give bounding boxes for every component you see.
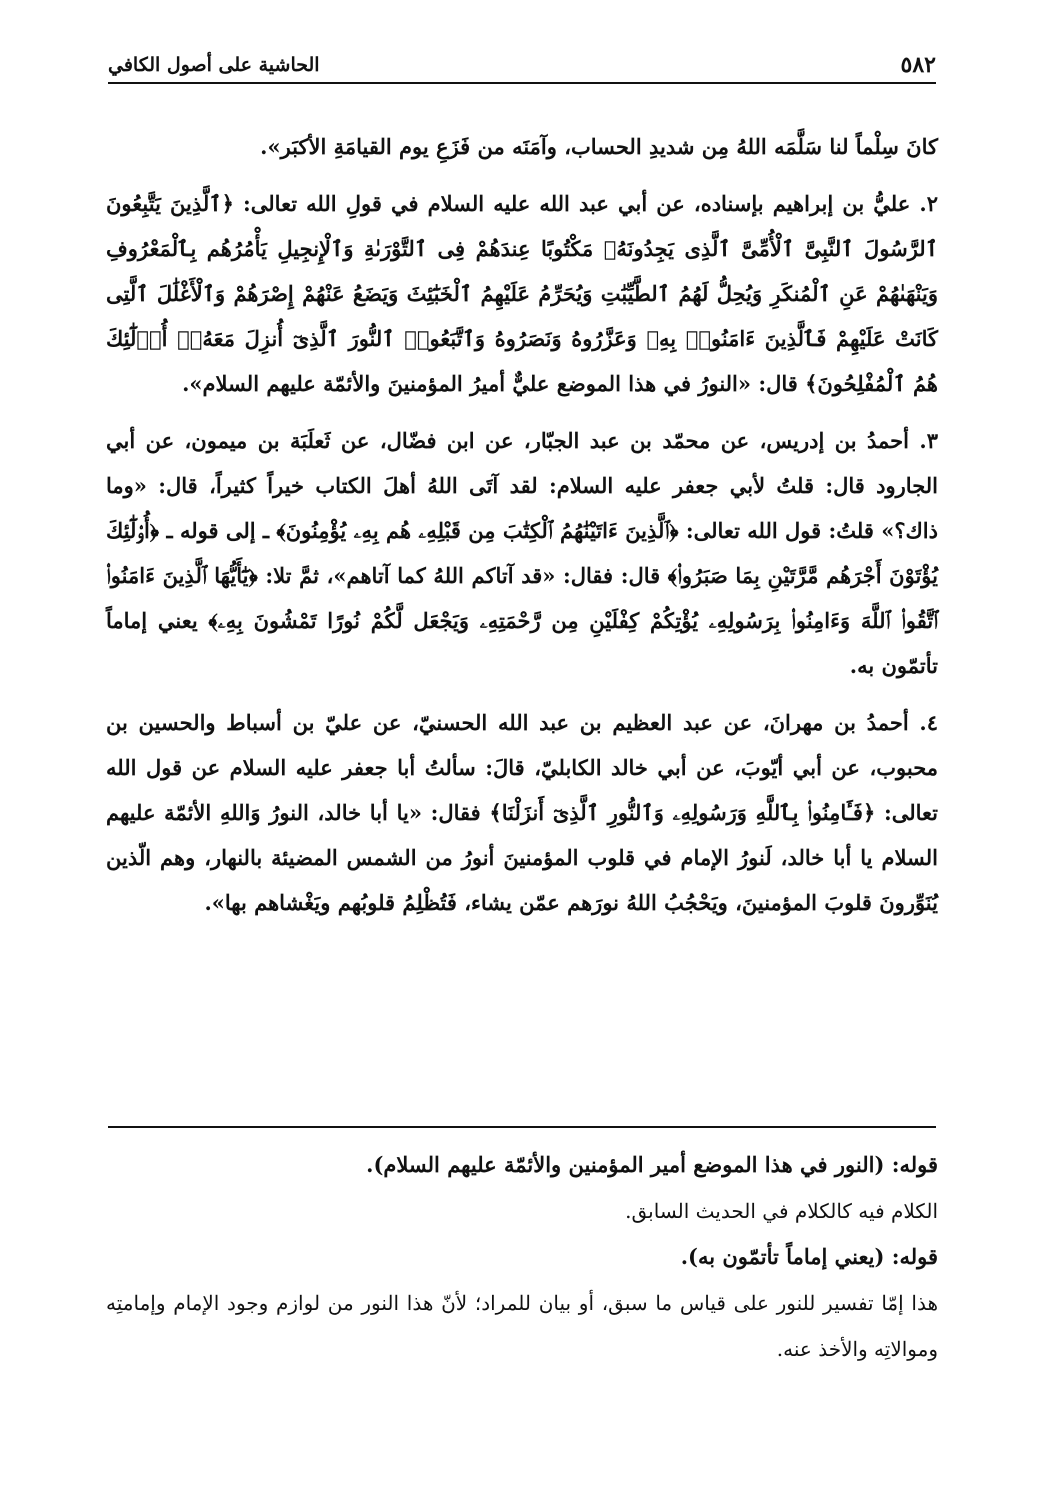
main-text	[106, 124, 938, 937]
paragraph-continuation: كانَ سِلْماً لنا سَلَّمَه اللهُ مِن شديدِ الحساب، وآمَنَه من فَزَعِ يوم القيامَةِ الأكبَر».	[260, 134, 938, 159]
commentary-notes	[106, 1142, 938, 1372]
footnote-divider	[108, 1126, 936, 1128]
hadith-4: ٤. أحمدُ بن مهرانَ، عن عبد العظيم بن عبد الله الحسنيّ، عن عليّ بن أسباط والحسين بن محبوب، عن أبي أيّوبَ، عن أبي خالد الكابليّ، قالَ: سألتُ أبا جعفر عليه السلام عن قول الله تعالى: ﴿فَـَٔامِنُوا۟ بِٱللَّهِ وَرَسُولِهِۦ وَٱلنُّورِ ٱلَّذِىٓ أَنزَلْنَا﴾ فقال: «يا أبا خالد، النورُ وَاللهِ الأئمّة عليهم السلام يا أبا خالد، لَنورُ الإمام في قلوب المؤمنينَ أنورُ من الشمس المضيئة بالنهار، وهم الّذين يُنَوِّرونَ قلوبَ المؤمنينَ، ويَحْجُبُ اللهُ نورَهم عمّن يشاء، فَتُظْلِمُ قلوبُهم ويَغْشاهم بها».	[106, 710, 938, 915]
hadith-3: ٣. أحمدُ بن إدريس، عن محمّد بن عبد الجبّار، عن ابن فضّال، عن ثَعلَبَة بن ميمون، عن أبي الجارود قال: قلتُ لأبي جعفر عليه السلام: لقد آتَى اللهُ أهلَ الكتاب خيراً كثيراً، قال: «وما ذاك؟» قلتُ: قول الله تعالى: ﴿ٱلَّذِينَ ءَاتَيْنَٰهُمُ ٱلْكِتَٰبَ مِن قَبْلِهِۦ هُم بِهِۦ يُؤْمِنُونَ﴾ ـ إلى قوله ـ ﴿أُو۟لَٰٓئِكَ يُؤْتَوْنَ أَجْرَهُم مَّرَّتَيْنِ بِمَا صَبَرُوا۟﴾ قال: فقال: «قد آتاكم اللهُ كما آتاهم»، ثمَّ تلا: ﴿يَٰٓأَيُّهَا ٱلَّذِينَ ءَامَنُوا۟ ٱتَّقُوا۟ ٱللَّهَ وَءَامِنُوا۟ بِرَسُولِهِۦ يُؤْتِكُمْ كِفْلَيْنِ مِن رَّحْمَتِهِۦ وَيَجْعَل لَّكُمْ نُورًا تَمْشُونَ بِهِۦ﴾ يعني إماماً تأتمّون به.	[106, 428, 938, 678]
hadith-2: ٢. عليُّ بن إبراهيم بإسناده، عن أبي عبد الله عليه السلام في قولِ الله تعالى: ﴿ٱلَّذِينَ يَتَّبِعُونَ ٱلرَّسُولَ ٱلنَّبِىَّ ٱلْأُمِّىَّ ٱلَّذِى يَجِدُونَهُۥ مَكْتُوبًا عِندَهُمْ فِى ٱلتَّوْرَىٰةِ وَٱلْإِنجِيلِ يَأْمُرُهُم بِٱلْمَعْرُوفِ وَيَنْهَىٰهُمْ عَنِ ٱلْمُنكَرِ وَيُحِلُّ لَهُمُ ٱلطَّيِّبَٰتِ وَيُحَرِّمُ عَلَيْهِمُ ٱلْخَبَٰٓئِثَ وَيَضَعُ عَنْهُمْ إِصْرَهُمْ وَٱلْأَغْلَٰلَ ٱلَّتِى كَانَتْ عَلَيْهِمْ فَٱلَّذِينَ ءَامَنُوا۟ بِهِۦ وَعَزَّرُوهُ وَنَصَرُوهُ وَٱتَّبَعُوا۟ ٱلنُّورَ ٱلَّذِىٓ أُنزِلَ مَعَهُۥٓ أُو۟لَٰٓئِكَ هُمُ ٱلْمُفْلِحُونَ﴾ قال: «النورُ في هذا الموضع عليٌّ أميرُ المؤمنينَ والأئمّة عليهم السلام».	[106, 191, 938, 396]
page-number: ٥٨٢	[900, 52, 936, 78]
note-1-heading: قوله: (النور في هذا الموضع أمير المؤمنين والأئمّة عليهم السلام).	[366, 1152, 938, 1177]
note-2-heading: قوله: (يعني إماماً تأتمّون به).	[680, 1244, 938, 1269]
note-1-text: الكلام فيه كالكلام في الحديث السابق.	[625, 1199, 938, 1223]
note-2-text: هذا إمّا تفسير للنور على قياس ما سبق، أو بيان للمراد؛ لأنّ هذا النور من لوازم وجود الإمام وإمامتِه وموالاتِه والأخذ عنه.	[106, 1291, 938, 1361]
running-header	[108, 42, 936, 84]
book-title: الحاشية على أصول الكافي	[108, 54, 320, 76]
